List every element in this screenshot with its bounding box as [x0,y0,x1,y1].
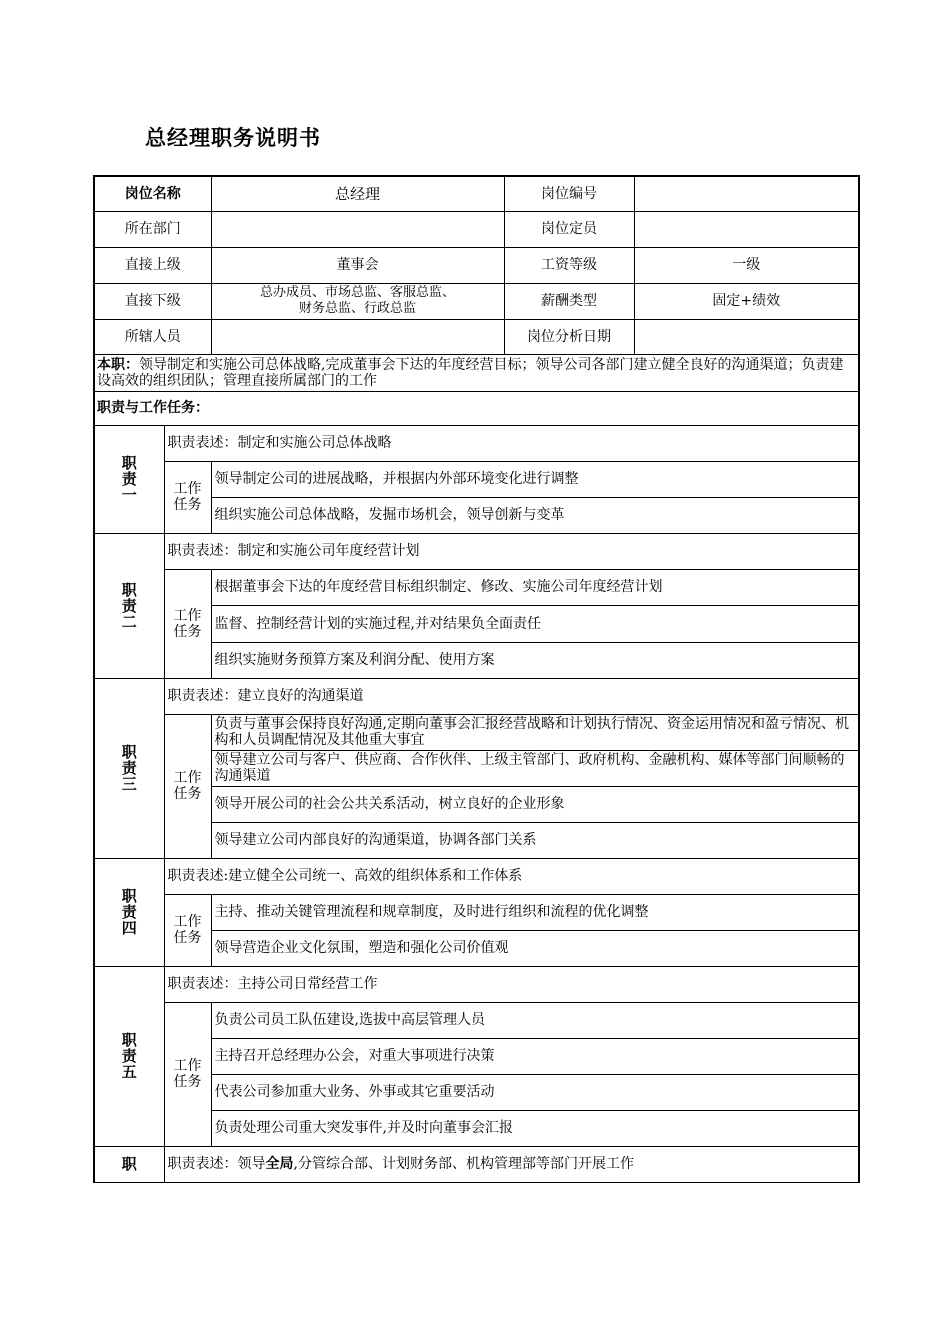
duty-5-task-label: 工作 任务 [164,1002,211,1146]
summary-text: 领导制定和实施公司总体战略,完成董事会下达的年度经营目标；领导公司各部门建立健全良好的沟通渠道；负责建设高效的组织团队；管理直接所属部门的工作 [97,356,844,389]
duty-2-task-2: 监督、控制经营计划的实施过程,并对结果负全面责任 [211,605,859,642]
job-summary [94,354,859,391]
position-name-value: 总经理 [211,176,504,211]
analysis-date-label: 岗位分析日期 [504,319,634,354]
duty-2-task-label: 工作 任务 [164,569,211,678]
pay-type-value: 固定+绩效 [634,283,859,319]
job-description-table [93,175,860,1183]
duty-4-task-2: 领导营造企业文化氛围，塑造和强化公司价值观 [211,930,859,966]
duty-4-task-1: 主持、推动关键管理流程和规章制度，及时进行组织和流程的优化调整 [211,894,859,930]
analysis-date-value [634,319,859,354]
staff-value [211,319,504,354]
duty-1-name: 职 责 一 [94,425,164,533]
subordinate-value-line-2: 财务总监、行政总监 [298,301,416,316]
duty-4-statement: 职责表述:建立健全公司统一、高效的组织体系和工作体系 [164,858,859,894]
subordinate-label: 直接下级 [94,283,211,319]
position-no-label: 岗位编号 [504,176,634,211]
duty-6-statement: 职责表述：领导全局,分管综合部、计划财务部、机构管理部等部门开展工作 [164,1146,859,1182]
duty-3-task-4: 领导建立公司内部良好的沟通渠道，协调各部门关系 [211,822,859,858]
duty-3-statement: 职责表述：建立良好的沟通渠道 [164,678,859,714]
subordinate-value [211,283,504,319]
duty-2-task-1: 根据董事会下达的年度经营目标组织制定、修改、实施公司年度经营计划 [211,569,859,605]
duty-5-task-2: 主持召开总经理办公会，对重大事项进行决策 [211,1038,859,1074]
subordinate-value-line-1: 总办成员、市场总监、客服总监、 [259,285,455,300]
position-name-label: 岗位名称 [94,176,211,211]
duty-5-task-1: 负责公司员工队伍建设,选拔中高层管理人员 [211,1002,859,1038]
quota-label: 岗位定员 [504,211,634,247]
dept-label: 所在部门 [94,211,211,247]
duty-4-task-label: 工作 任务 [164,894,211,966]
duty-5-statement: 职责表述：主持公司日常经营工作 [164,966,859,1002]
dept-value [211,211,504,247]
duty-1-statement: 职责表述：制定和实施公司总体战略 [164,425,859,461]
duty-3-name: 职 责 三 [94,678,164,858]
duty-5-task-3: 代表公司参加重大业务、外事或其它重要活动 [211,1074,859,1110]
position-no-value [634,176,859,211]
duty-1-task-1: 领导制定公司的进展战略，并根据内外部环境变化进行调整 [211,461,859,497]
pay-type-label: 薪酬类型 [504,283,634,319]
duty-1-task-2: 组织实施公司总体战略，发掘市场机会，领导创新与变革 [211,497,859,533]
duty-6-name: 职 [94,1146,164,1182]
summary-label: 本职： [97,356,139,373]
salary-grade-value: 一级 [634,247,859,283]
duty-4-name: 职 责 四 [94,858,164,966]
duty-5-name: 职 责 五 [94,966,164,1146]
duty-3-task-3: 领导开展公司的社会公共关系活动，树立良好的企业形象 [211,786,859,822]
page-title: 总经理职务说明书 [145,126,321,150]
duties-header: 职责与工作任务： [94,391,859,425]
superior-label: 直接上级 [94,247,211,283]
superior-value: 董事会 [211,247,504,283]
duty-2-task-3: 组织实施财务预算方案及利润分配、使用方案 [211,642,859,678]
duty-3-task-1: 负责与董事会保持良好沟通,定期向董事会汇报经营战略和计划执行情况、资金运用情况和盈亏情况、机构和人员调配情况及其他重大事宜 [211,714,859,750]
salary-grade-label: 工资等级 [504,247,634,283]
quota-value [634,211,859,247]
duty-3-task-label: 工作 任务 [164,714,211,858]
duty-2-name: 职 责 二 [94,533,164,678]
duty-3-task-2: 领导建立公司与客户、供应商、合作伙伴、上级主管部门、政府机构、金融机构、媒体等部门间顺畅的沟通渠道 [211,750,859,786]
staff-label: 所辖人员 [94,319,211,354]
duty-2-statement: 职责表述：制定和实施公司年度经营计划 [164,533,859,569]
duty-1-task-label: 工作 任务 [164,461,211,533]
duty-5-task-4: 负责处理公司重大突发事件,并及时向董事会汇报 [211,1110,859,1146]
